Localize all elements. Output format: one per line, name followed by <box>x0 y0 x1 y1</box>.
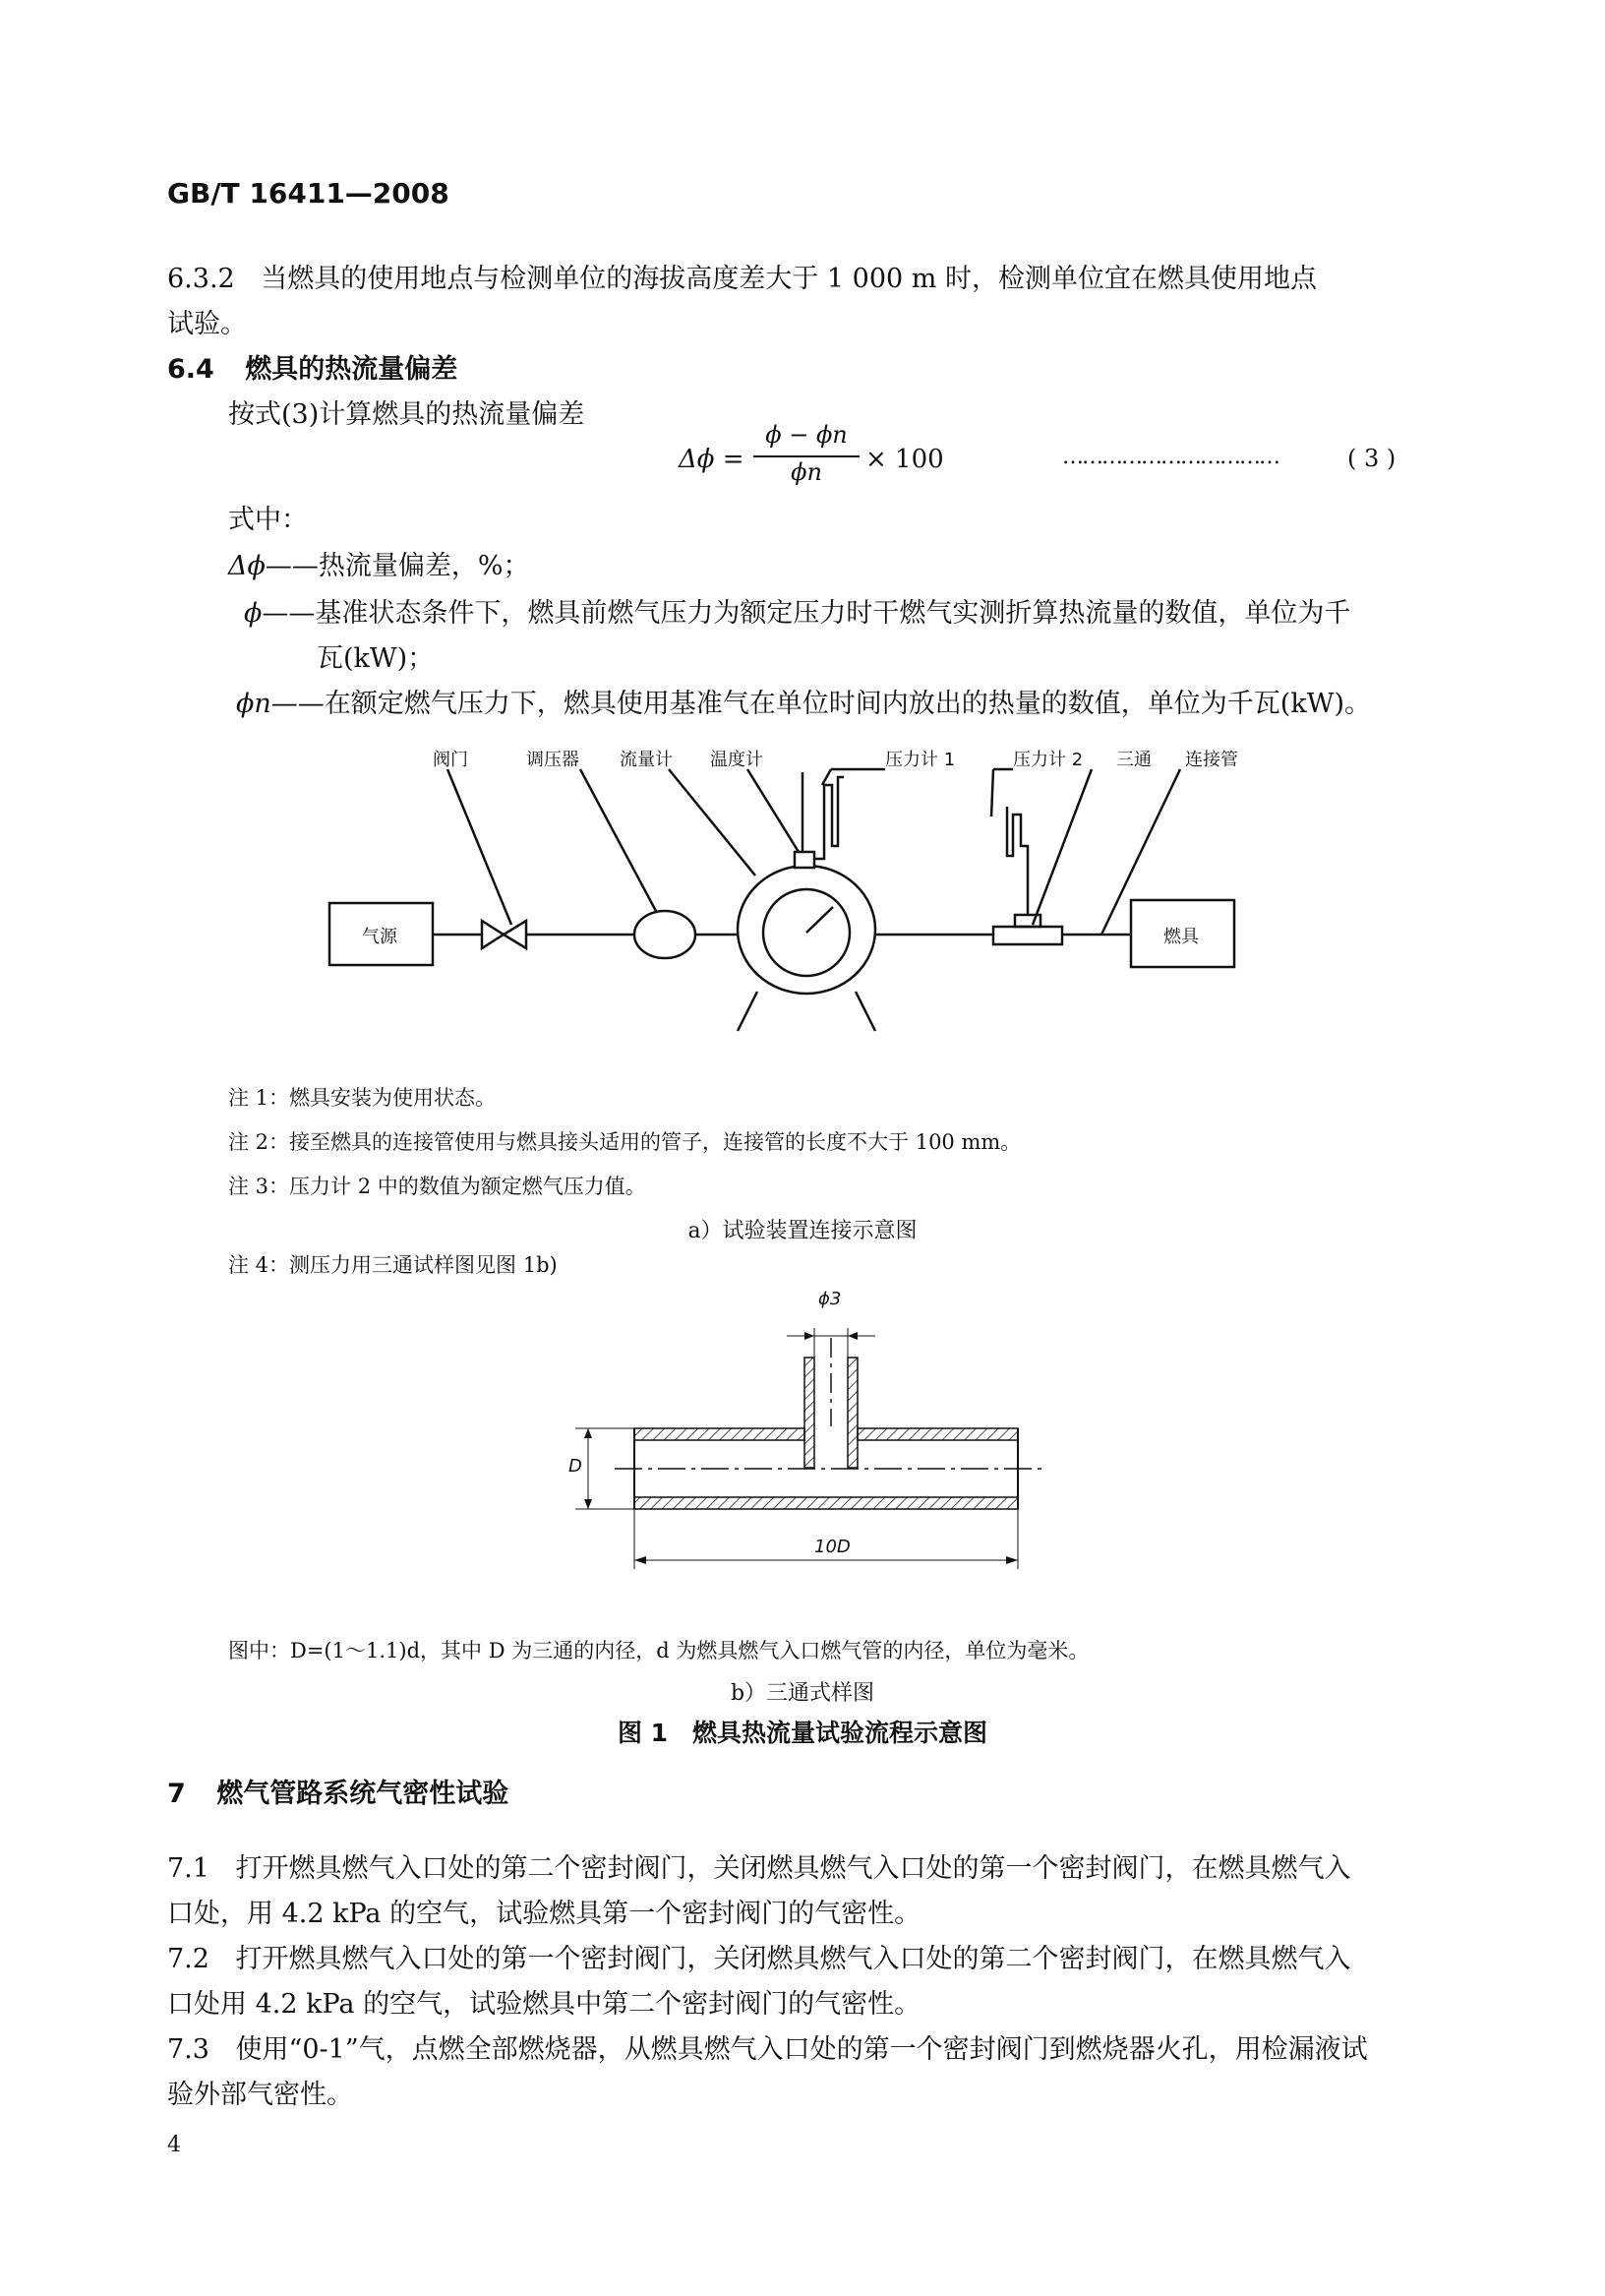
tee-specimen-drawing <box>0 1269 1605 1603</box>
clause-number: 7.2 <box>167 1944 209 1974</box>
definition-symbol: ϕn—— <box>236 689 325 719</box>
label-pressure-gauge-2: 压力计 2 <box>1013 750 1084 770</box>
label-flowmeter: 流量计 <box>620 750 673 770</box>
definition-text: 基准状态条件下，燃具前燃气压力为额定压力时干燃气实测折算热流量的数值，单位为千 <box>315 598 1351 629</box>
formula-leader-dots: …………………………… <box>1062 445 1278 469</box>
section-number: 6.4 <box>167 354 214 385</box>
section-number: 7 <box>167 1779 186 1809</box>
equation-number: ( 3 ) <box>1347 445 1397 472</box>
section-title: 燃气管路系统气密性试验 <box>216 1779 509 1809</box>
regulator-symbol <box>634 911 695 958</box>
section-title: 燃具的热流量偏差 <box>245 354 458 385</box>
definition-text: 热流量偏差，%； <box>318 551 530 581</box>
figure-title: 图 1 燃具热流量试验流程示意图 <box>617 1719 988 1747</box>
flowmeter-outer <box>738 866 875 994</box>
paragraph-text: 当燃具的使用地点与检测单位的海拔高度差大于 1 000 m 时，检测单位宜在燃具使用地点 <box>261 264 1317 294</box>
definition-2-continuation: 瓦(kW)； <box>317 643 435 674</box>
formula-numerator: ϕ − ϕn <box>765 421 848 449</box>
clause-text: 打开燃具燃气入口处的第一个密封阀门，关闭燃具燃气入口处的第二个密封阀门，在燃具燃气入 <box>235 1944 1351 1974</box>
figure-b-description: 图中：D=(1～1.1)d，其中 D 为三通的内径，d 为燃具燃气入口燃气管的内径，单位为毫米。 <box>228 1639 1090 1662</box>
document-id: GB/T 16411—2008 <box>167 177 449 210</box>
label-valve: 阀门 <box>433 750 468 770</box>
clause-text: 使用“0-1”气，点燃全部燃烧器，从燃具燃气入口处的第一个密封阀门到燃烧器火孔，用检漏液试 <box>235 2034 1368 2065</box>
paragraph-continuation: 试验。 <box>167 309 247 339</box>
tee-fitting <box>993 927 1062 944</box>
formula-lhs: Δϕ = <box>679 445 744 474</box>
page-number: 4 <box>167 2133 181 2157</box>
clause-7-2 <box>167 1936 1351 1983</box>
figure-b-caption: b）三通式样图 <box>730 1681 875 1706</box>
valve-left <box>482 921 504 948</box>
note-4: 注 4：测压力用三通试样图见图 1b) <box>228 1253 558 1277</box>
label-pressure-gauge-1: 压力计 1 <box>885 750 956 770</box>
formula-denominator: ϕn <box>791 458 822 486</box>
label-connector: 连接管 <box>1185 750 1238 770</box>
figure-a-caption: a）试验装置连接示意图 <box>687 1219 918 1243</box>
label-appliance: 燃具 <box>1163 927 1199 947</box>
note-3: 注 3：压力计 2 中的数值为额定燃气压力值。 <box>228 1175 646 1198</box>
clause-7-3-continuation: 验外部气密性。 <box>167 2080 353 2110</box>
clause-7-1 <box>167 1845 1351 1893</box>
dimension-10d: 10D <box>814 1537 851 1557</box>
valve-right <box>504 921 526 948</box>
label-regulator: 调压器 <box>526 750 579 770</box>
label-thermometer: 温度计 <box>710 750 763 770</box>
definition-symbol: Δϕ—— <box>228 551 319 581</box>
where-label: 式中： <box>228 505 308 535</box>
clause-number: 7.1 <box>167 1853 209 1884</box>
note-2: 注 2：接至燃具的连接管使用与燃具接头适用的管子，连接管的长度不大于 100 mm。 <box>228 1130 1022 1154</box>
definition-symbol: ϕ—— <box>244 598 316 629</box>
clause-text: 打开燃具燃气入口处的第二个密封阀门，关闭燃具燃气入口处的第一个密封阀门，在燃具燃气入 <box>235 1853 1351 1884</box>
note-1: 注 1：燃具安装为使用状态。 <box>228 1086 497 1110</box>
clause-7-1-continuation: 口处，用 4.2 kPa 的空气，试验燃具第一个密封阀门的气密性。 <box>167 1899 921 1929</box>
dimension-phi3: ϕ3 <box>818 1289 842 1309</box>
formula-rhs: × 100 <box>865 445 944 474</box>
clause-7-3 <box>167 2026 1368 2074</box>
section-number: 6.3.2 <box>167 264 235 294</box>
definition-text: 在额定燃气压力下，燃具使用基准气在单位时间内放出的热量的数值，单位为千瓦(kW)。 <box>324 689 1371 719</box>
section-7-heading <box>167 1771 508 1818</box>
clause-7-2-continuation: 口处用 4.2 kPa 的空气，试验燃具中第二个密封阀门的气密性。 <box>167 1989 921 2020</box>
clause-number: 7.3 <box>167 2034 209 2065</box>
formula-intro: 按式(3)计算燃具的热流量偏差 <box>228 399 585 430</box>
label-tee: 三通 <box>1116 750 1152 770</box>
dimension-d: D <box>568 1456 582 1477</box>
label-gas-source: 气源 <box>362 927 397 947</box>
test-setup-diagram <box>0 0 1605 1082</box>
